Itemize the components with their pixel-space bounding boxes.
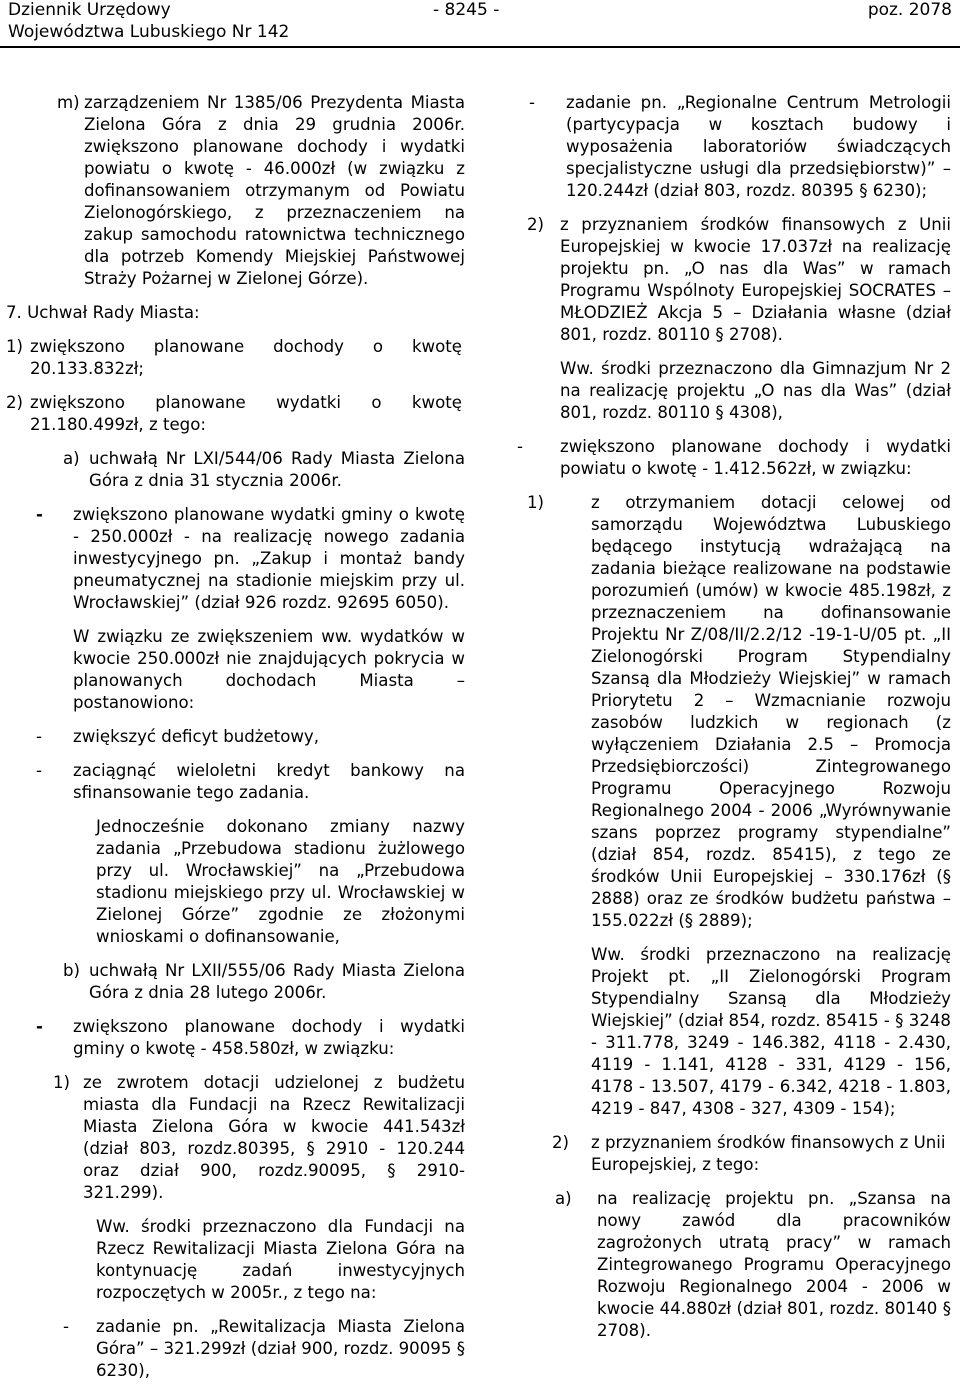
list-text: zadanie pn. „Regionalne Centrum Metrologii (partycypacja w kosztach budowy i wyposażenia laboratoriów świadczących specjalistyczne usługi dla przedsiębiorstw)” – 120.244zł (dział 803, rozdz. 80395 § 6230); [566,93,951,200]
list-marker: a) [63,449,80,468]
list-item [53,1072,465,1204]
list-item [555,1188,951,1342]
list-item [527,492,951,932]
list-marker: - [36,1017,43,1036]
page-header [0,0,960,48]
list-marker: - [36,727,42,746]
list-text: zaciągnąć wieloletni kredyt bankowy na sfinansowanie tego zadania. [73,761,465,802]
list-marker: 1) [527,493,545,512]
list-text: zwiększyć deficyt budżetowy, [73,727,320,746]
list-text: z przyznaniem środków finansowych z Unii Europejskiej w kwocie 17.037zł na realizację projektu pn. „O nas dla Was” w ramach Programu Wspólnoty Europejskiej SOCRATES – MŁODZIEŻ Akcja 5 – Działania własne (dział 801, rozdz. 80110 § 2708). [560,215,951,344]
list-marker: 1) [6,337,24,356]
list-text: zarządzeniem Nr 1385/06 Prezydenta Miasta Zielona Góra z dnia 29 grudnia 2006r. zwiększono planowane dochody i wydatki powiatu o kwotę - 46.000zł (w związku z dofinansowaniem otrzymanym od Powiatu Zielonogórskiego, z przeznaczeniem na zakup samochodu ratownictwa technicznego dla potrzeb Komendy Miejskiej Państwowej Straży Pożarnej w Zielonej Górze). [84,93,465,288]
list-marker: 2) [552,1133,570,1152]
list-item [529,92,951,202]
list-item [57,92,465,290]
list-item [6,336,465,380]
list-text: zwiększono planowane wydatki o kwotę 21.180.499zł, z tego: [30,393,462,434]
list-text: uchwałą Nr LXII/555/06 Rady Miasta Zielona Góra z dnia 28 lutego 2006r. [89,961,465,1002]
position-number: poz. 2078 [867,0,952,20]
list-text: zadanie pn. „Rewitalizacja Miasta Zielona Góra” – 321.299zł (dział 900, rozdz. 90095 § 6230), [96,1317,465,1380]
list-item [36,1016,465,1060]
list-item [36,504,465,614]
list-text: zwiększono planowane wydatki gminy o kwotę - 250.000zł - na realizację nowego zadania inwestycyjnego pn. „Zakup i montaż bandy pneumatycznej na stadionie miejskim przy ul. Wrocławskiej” (dział 926 rozdz. 92695 6050). [73,505,465,612]
list-marker: b) [63,961,81,980]
list-text: z otrzymaniem dotacji celowej od samorządu Województwa Lubuskiego będącego instytucją wdrażającą na zadania bieżące realizowane na podstawie porozumień (umów) w kwocie 485.198zł, z przeznaczeniem na dofinansowanie Projektu Nr Z/08/II/2.2/12 -19-1-U/05 pt. „II Zielonogórski Program Stypendialny Szansą dla Młodzieży Wiejskiej” w ramach Priorytetu 2 – Wzmacnianie rozwoju zasobów ludzkich w regionach (z wyłączeniem Działania 2.5 – Promocja Przedsiębiorczości) Zintegrowanego Programu Operacyjnego Rozwoju Regionalnego 2004 - 2006 „Wyrównywanie szans poprzez programy stypendialne” (dział 854, rozdz. 85415), z tego ze środków Unii Europejskiej – 330.176zł (§ 2888) oraz ze środków budżetu państwa – 155.022zł (§ 2889); [591,493,951,930]
list-marker: - [36,761,42,780]
paragraph: W związku ze zwiększeniem ww. wydatków w kwocie 250.000zł nie znajdujących pokrycia w planowanych dochodach Miasta – postanowiono: [73,627,465,712]
right-column [517,92,951,1342]
list-item [36,726,465,748]
list-marker: - [529,93,535,112]
list-marker: - [36,505,43,524]
list-item [552,1132,951,1176]
list-item [517,436,951,480]
left-column [6,92,465,1382]
list-text: zwiększono planowane dochody i wydatki powiatu o kwotę - 1.412.562zł, w związku: [560,437,951,478]
journal-subtitle: Województwa Lubuskiego Nr 142 [8,22,290,42]
list-marker: 1) [53,1073,71,1092]
paragraph: Ww. środki przeznaczono dla Gimnazjum Nr 2 na realizację projektu „O nas dla Was” (dział 801, rozdz. 80110 § 4308), [560,359,951,422]
paragraph: Jednocześnie dokonano zmiany nazwy zadania „Przebudowa stadionu żużlowego przy ul. Wrocławskiej” na „Przebudowa stadionu miejskiego przy ul. Wrocławskiej w Zielonej Górze” zgodnie ze złożonymi wnioskami o dofinansowanie, [96,817,465,946]
list-marker: - [63,1317,69,1336]
list-item [63,960,465,1004]
header-divider [0,46,960,48]
list-item [6,392,465,436]
list-item [63,1316,465,1382]
list-text: ze zwrotem dotacji udzielonej z budżetu miasta dla Fundacji na Rzecz Rewitalizacji Miasta Zielona Góra w kwocie 441.543zł (dział 803, rozdz.80395, § 2910 - 120.244 oraz dział 900, rozdz.90095, § 2910-321.299). [83,1073,465,1202]
list-text: zwiększono planowane dochody i wydatki gminy o kwotę - 458.580zł, w związku: [73,1017,465,1058]
list-text: zwiększono planowane dochody o kwotę 20.133.832zł; [30,337,462,378]
list-marker: a) [555,1189,572,1208]
list-marker: m) [57,93,80,112]
list-marker: 2) [527,215,545,234]
list-text: uchwałą Nr LXI/544/06 Rady Miasta Zielona Góra z dnia 31 stycznia 2006r. [89,449,465,490]
list-marker: - [517,437,523,456]
journal-title: Dziennik Urzędowy [8,0,171,20]
paragraph: Ww. środki przeznaczono na realizację Projekt pt. „II Zielonogórski Program Stypendialny Szansą dla Młodzieży Wiejskiej” (dział 854, rozdz. 85415 - § 3248 - 311.778, 3249 - 146.382, 4118 - 2.430, 4119 - 1.141, 4128 - 331, 4129 - 156, 4178 - 13.507, 4179 - 6.342, 4218 - 1.803, 4219 - 847, 4308 - 327, 4309 - 154); [591,945,951,1118]
list-marker: 2) [6,393,24,412]
page-number: - 8245 - [433,0,500,20]
list-item [63,448,465,492]
paragraph: Ww. środki przeznaczono dla Fundacji na Rzecz Rewitalizacji Miasta Zielona Góra na kontynuację zadań inwestycyjnych rozpoczętych w 2005r., z tego na: [96,1217,465,1302]
section-heading: 7. Uchwał Rady Miasta: [6,303,200,322]
list-text: z przyznaniem środków finansowych z Unii Europejskiej, z tego: [591,1133,946,1174]
list-text: na realizację projektu pn. „Szansa na nowy zawód dla pracowników zagrożonych utratą pracy” w ramach Zintegrowanego Programu Operacyjnego Rozwoju Regionalnego 2004 - 2006 w kwocie 44.880zł (dział 801, rozdz. 80140 § 2708). [597,1189,951,1340]
list-item [36,760,465,804]
list-item [527,214,951,346]
